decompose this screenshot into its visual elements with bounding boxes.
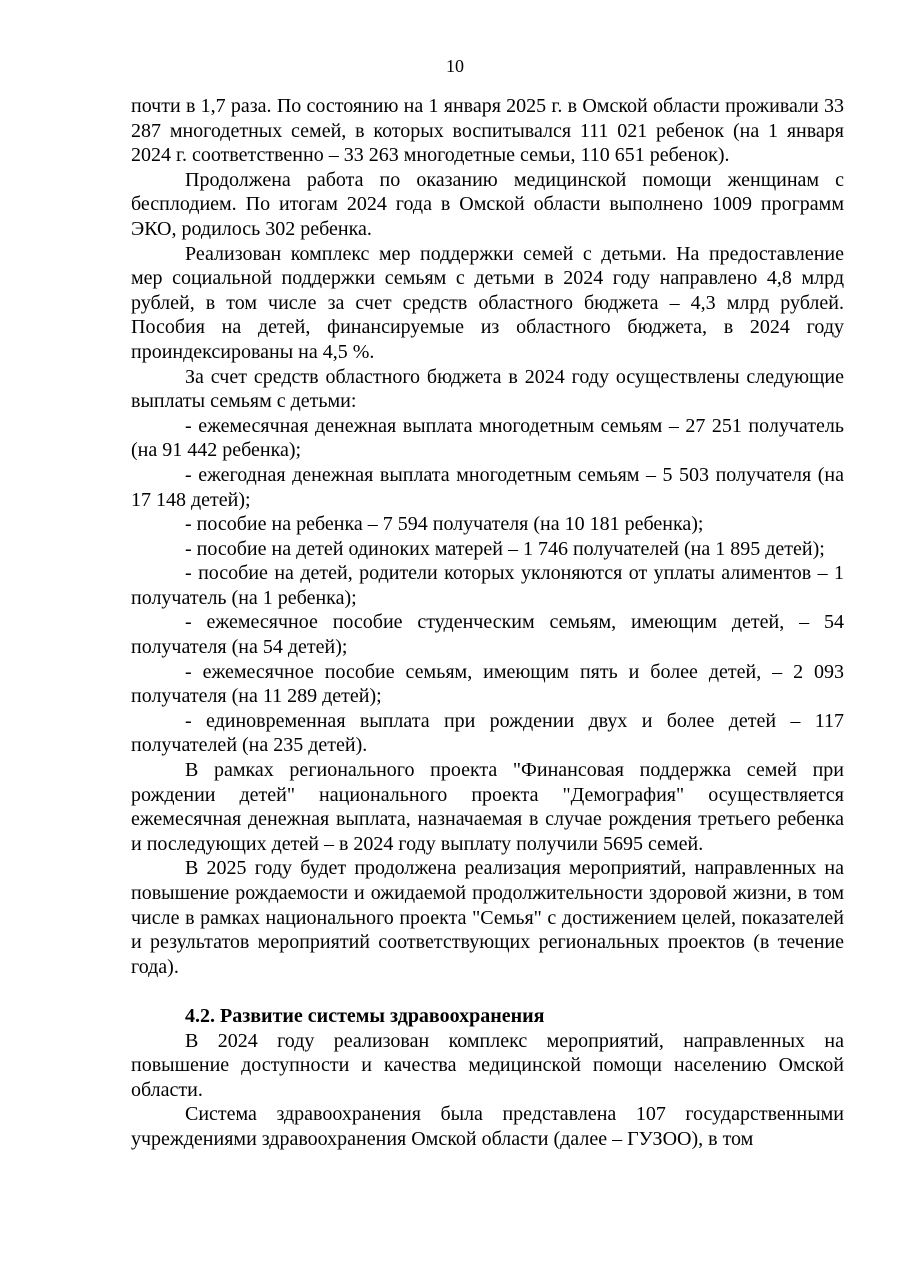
paragraph-2025-plans: В 2025 году будет продолжена реализация мероприятий, направленных на повышение рождаемости и ожидаемой продолжительности здоровой жизни, в том числе в рамках национального проекта "Семья" с достижением целей, показателей и результатов мероприятий соответствующих региональных проектов (в течение года). [131, 857, 844, 978]
paragraph-ivf: Продолжена работа по оказанию медицинской помощи женщинам с бесплодием. По итогам 2024 года в Омской области выполнено 1009 программ ЭКО, родилось 302 ребенка. [131, 168, 844, 240]
list-item-large-family-monthly: - ежемесячная денежная выплата многодетным семьям – 27 251 получатель (на 91 442 ребенка); [131, 414, 844, 462]
list-item-alimony: - пособие на детей, родители которых уклоняются от уплаты алиментов – 1 получатель (на 1 ребенка); [131, 562, 844, 609]
paragraph-payments-intro: За счет средств областного бюджета в 2024 году осуществлены следующие выплаты семьям с детьми: [131, 365, 844, 413]
list-item-large-family-annual: - ежегодная денежная выплата многодетным семьям – 5 503 получателя (на 17 148 детей); [131, 463, 844, 511]
list-item-five-plus-children: - ежемесячное пособие семьям, имеющим пять и более детей, – 2 093 получателя (на 11 289 детей); [131, 660, 844, 708]
list-item-twins-birth: - единовременная выплата при рождении двух и более детей – 117 получателей (на 235 детей). [131, 709, 844, 757]
list-item-single-mothers: - пособие на детей одиноких матерей – 1 746 получателей (на 1 895 детей); [185, 537, 825, 560]
section-heading: 4.2. Развитие системы здравоохранения [185, 1004, 545, 1027]
paragraph-family-support: Реализован комплекс мер поддержки семей с детьми. На предоставление мер социальной поддержки семьям с детьми в 2024 году направлено 4,8 млрд рублей, в том числе за счет средств областного бюджета – 4,3 млрд рублей. Пособия на детей, финансируемые из областного бюджета, в 2024 году проиндексированы на 4,5 %. [131, 242, 844, 363]
page-number: 10 [446, 56, 464, 76]
list-item-student-families: - ежемесячное пособие студенческим семьям, имеющим детей, – 54 получателя (на 54 детей); [131, 611, 844, 659]
paragraph-healthcare-measures: В 2024 году реализован комплекс мероприятий, направленных на повышение доступности и качества медицинской помощи населению Омской области. [131, 1029, 844, 1101]
paragraph-regional-project: В рамках регионального проекта "Финансовая поддержка семей при рождении детей" национального проекта "Демография" осуществляется ежемесячная денежная выплата, назначаемая в случае рождения третьего ребенка и последующих детей – в 2024 году выплату получили 5695 семей. [131, 759, 844, 855]
paragraph-healthcare-system: Система здравоохранения была представлена 107 государственными учреждениями здравоохранения Омской области (далее – ГУЗОО), в том [131, 1103, 844, 1150]
list-item-child-allowance: - пособие на ребенка – 7 594 получателя (на 10 181 ребенка); [185, 513, 704, 536]
paragraph-continuation: почти в 1,7 раза. По состоянию на 1 января 2025 г. в Омской области проживали 33 287 многодетных семей, в которых воспитывался 111 021 ребенок (на 1 января 2024 г. соответственно – 33 263 многодетные семьи, 110 651 ребенок). [131, 95, 844, 167]
page-body [131, 94, 844, 1152]
